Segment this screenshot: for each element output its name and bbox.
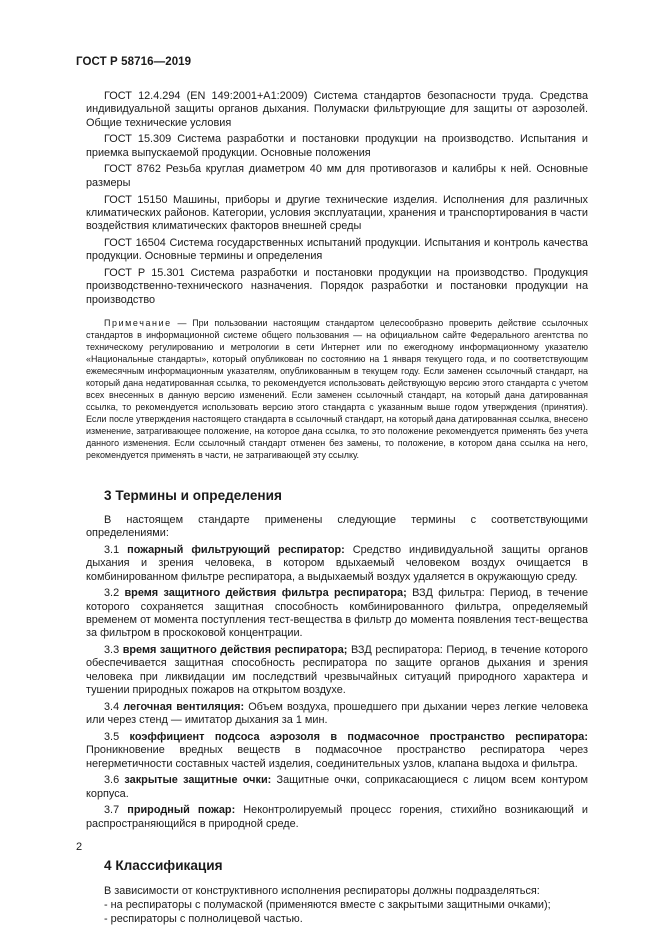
term-definition [86,587,588,640]
term-definition [86,731,588,771]
term-name: пожарный фильтрующий респиратор: [127,544,345,557]
term-name: коэффициент подсоса аэрозоля в подмасочное пространство респиратора: [129,730,588,743]
classification-list-item: - на респираторы с полумаской (применяются вместе с закрытыми защитными очками); [104,899,551,912]
section-4-intro: В зависимости от конструктивного исполнения респираторы должны подразделяться: [104,884,540,897]
note-label: Примечание [104,317,172,328]
reference-item: ГОСТ 15150 Машины, приборы и другие технические изделия. Исполнения для различных климатических районов. Категории, условия эксплуатации, хранения и транспортирования в части воздействия климатических факторов внешней среды [86,193,588,233]
section-4-heading: 4 Классификация [104,857,223,873]
term-number: 3.7 [104,804,128,817]
term-name: время защитного действия фильтра респиратора; [124,587,407,600]
term-number: 3.1 [104,544,128,557]
reference-item: ГОСТ Р 15.301 Система разработки и постановки продукции на производство. Продукция производственно-технического назначения. Порядок разработки и постановки продукции на производство [86,267,588,306]
term-text: Объем воздуха, прошедшего при дыхании через легкие человека или через стенд — имитатор дыхания за 1 мин. [86,700,588,727]
section-4-body [86,885,588,926]
term-name: легочная вентиляция: [123,700,245,713]
term-definition [86,644,588,697]
term-text: ВЗД респиратора: Период, в течение которого обеспечивается защитная способность респиратора по защите органов дыхания и зрения человека при ликвидации им последствий чрезвычайных ситуаций природного характера и тушении природных пожаров на открытом воздухе. [86,644,588,697]
term-definition [86,544,588,584]
reference-item: ГОСТ 8762 Резьба круглая диаметром 40 мм для противогазов и калибры к ней. Основные размеры [86,163,588,189]
section-3-intro: В настоящем стандарте применены следующие термины с соответствующими определениями: [86,513,588,540]
term-number: 3.5 [104,730,130,743]
term-number: 3.4 [104,700,124,713]
term-definition [86,804,588,831]
term-text: Средство индивидуальной защиты органов дыхания и зрения человека, в котором вдыхаемый человеком воздух очищается в комбинированном фильтре респиратора, а выдыхаемый воздух удаляется в окружающую среду. [86,544,588,583]
reference-item: ГОСТ 12.4.294 (EN 149:2001+A1:2009) Система стандартов безопасности труда. Средства индивидуальной защиты органов дыхания. Полумаски фильтрующие для защиты от аэрозолей. Общие технические условия [86,90,588,129]
page-number: 2 [76,841,83,853]
term-definition [86,701,588,728]
classification-list-item: - респираторы с полнолицевой частью. [104,912,303,925]
note-text: — При пользовании настоящим стандартом целесообразно проверить действие ссылочных стандартов в информационной системе общего пользования — на официальном сайте Федерального агентства по техническому регулированию и метрологии в сети Интернет или по ежегодному информационному указателю «Национальные стандарты», который опубликован по состоянию на 1 января текущего года, и по соответствующим ежемесячным информационным указателям, опубликованным в текущем году. Если заменен ссылочный стандарт, на который дана недатированная ссылка, то рекомендуется использовать действующую версию этого стандарта с учетом всех внесенных в данную версию изменений. Если заменен ссылочный стандарт, на который дана датированная ссылка, то рекомендуется использовать версию этого стандарта с указанным выше годом утверждения (принятия). Если после утверждения настоящего стандарта в ссылочный стандарт, на который дана датированная ссылка, внесено изменение, затрагивающее положение, на которое дана ссылка, то это положение рекомендуется применять без учета данного изменения. Если ссылочный стандарт отменен без замены, то положение, в котором дана ссылка на него, рекомендуется применять в части, не затрагивающей эту ссылку. [86,317,588,460]
term-text: Проникновение вредных веществ в подмасочное пространство респиратора через негерметичности составных частей изделия, соединительных узлов, клапана выдоха и фильтра. [86,744,588,770]
section-3-heading: 3 Термины и определения [104,487,282,503]
term-number: 3.6 [104,774,125,787]
page-content [86,90,588,926]
term-name: время защитного действия респиратора; [122,644,348,657]
term-definition [86,774,588,801]
section-3-body [86,514,588,831]
term-text: Защитные очки, соприкасающиеся с лицом всем контуром корпуса. [86,774,588,800]
term-name: закрытые защитные очки: [124,774,272,787]
standard-header: ГОСТ Р 58716—2019 [76,56,192,68]
reference-item: ГОСТ 15.309 Система разработки и постановки продукции на производство. Испытания и приемка выпускаемой продукции. Основные положения [86,133,588,159]
reference-item: ГОСТ 16504 Система государственных испытаний продукции. Испытания и контроль качества продукции. Основные термины и определения [86,236,588,263]
term-text: ВЗД фильтра: Период, в течение которого сохраняется защитная способность комбинированного фильтра, определяемый временем от момента поступления тест-вещества в фильтр до момента появления тест-вещества за фильтром в проскоковой концентрации. [86,587,588,640]
note-paragraph [86,317,588,461]
term-text: Неконтролируемый процесс горения, стихийно возникающий и распространяющийся в природной среде. [86,804,588,830]
term-name: природный пожар: [127,804,236,817]
normative-references [86,90,588,307]
term-number: 3.2 [104,587,125,600]
term-number: 3.3 [104,644,123,657]
